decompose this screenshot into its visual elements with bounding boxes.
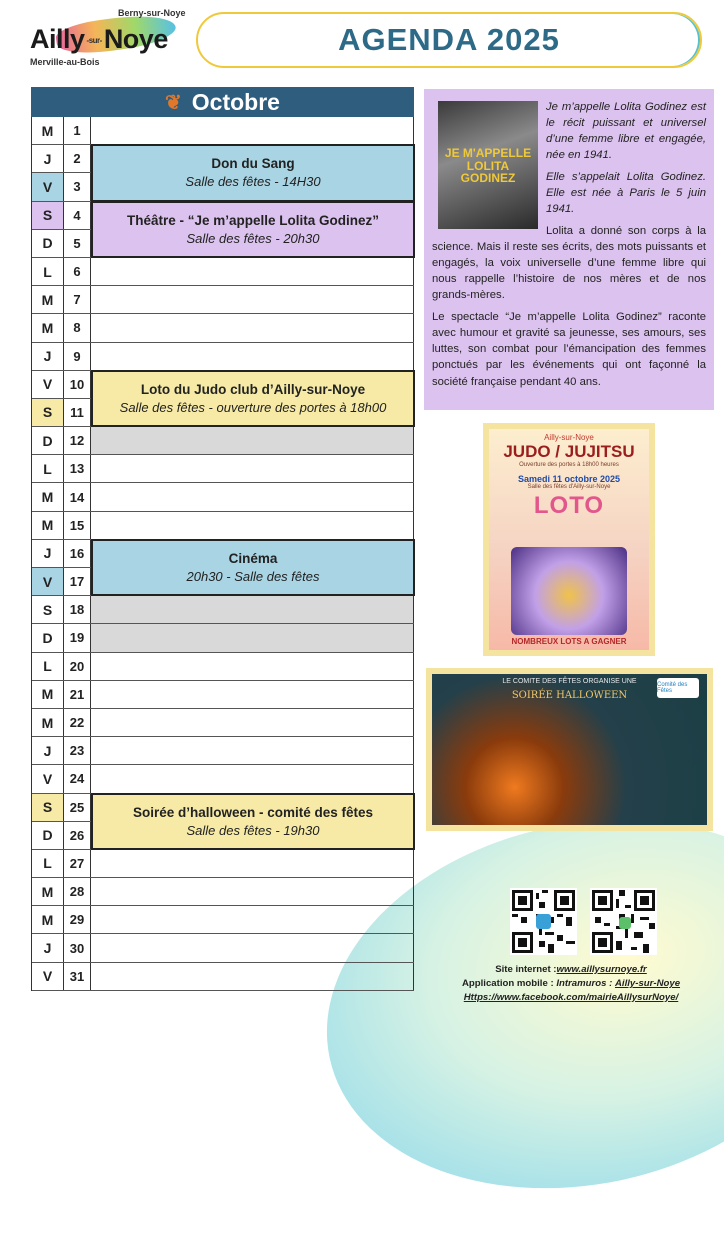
day-number: 17 [64,568,91,595]
weekday-letter: L [32,455,64,482]
calendar-row [32,737,414,765]
logo-ailly: Ailly [30,24,85,54]
event-cell [91,963,414,990]
judo-poster-inner [489,429,649,650]
theatre-description [424,89,714,410]
day-number: 4 [64,202,91,229]
calendar-row [32,286,414,314]
description-p1: Je m’appelle Lolita Godinez est le récit puissant et universel d’une femme libre et engagée, née en 1941. [546,101,706,162]
event-subtitle: Salle des fêtes - 20h30 [186,230,320,246]
calendar-rows [31,117,414,991]
logo-top-text: Berny-sur-Noye [118,8,186,18]
qr-code-website[interactable] [510,888,577,955]
day-number: 13 [64,455,91,482]
event-cell [91,314,414,341]
event-cell [91,258,414,285]
description-p4: Le spectacle “Je m’appelle Lolita Godinez” raconte avec humour et gravité sa jeunesse, ses amours, ses luttes, son combat pour l’émancipation des femmes ponctués par les événements qui ont façonné la société française pendant 40 ans. [432,311,706,388]
event-cell [91,624,414,651]
day-number: 5 [64,230,91,257]
halloween-poster-inner [432,674,707,825]
event-subtitle: Salle des fêtes - 19h30 [186,822,320,838]
weekday-letter: J [32,145,64,172]
event-cell [91,737,414,764]
judo-club-name: Ailly-sur-Noye [544,433,594,442]
halloween-poster [426,668,713,831]
calendar-row [32,483,414,511]
judo-date: Samedi 11 octobre 2025 [517,474,621,484]
event-cell [91,286,414,313]
weekday-letter: J [32,934,64,961]
day-number: 7 [64,286,91,313]
day-number: 25 [64,794,91,821]
event-cell [91,117,414,144]
calendar-row [32,934,414,962]
event-cell [91,709,414,736]
weekday-letter: S [32,399,64,426]
comite-logo: Comité des Fêtes [657,678,699,698]
day-number: 31 [64,963,91,990]
judo-place: Salle des fêtes d'Ailly-sur-Noye [527,484,611,490]
weekday-letter: D [32,624,64,651]
weekday-letter: M [32,483,64,510]
event-subtitle: 20h30 - Salle des fêtes [186,569,320,585]
calendar [31,87,414,991]
weekday-letter: M [32,681,64,708]
page-title: AGENDA 2025 [338,22,560,57]
month-name: Octobre [191,88,280,115]
day-number: 10 [64,371,91,398]
weekday-letter: J [32,343,64,370]
facebook-link[interactable]: Https://www.facebook.com/mairieAillysurNoye/ [463,991,679,1003]
calendar-row [32,455,414,483]
weekday-letter: S [32,794,64,821]
weekday-letter: M [32,117,64,144]
event-cell [91,850,414,877]
logo-bottom-text: Merville-au-Bois [30,57,100,67]
logo-noye: Noye [103,24,168,54]
theatre-poster-image [438,101,538,229]
calendar-row [32,343,414,371]
day-number: 21 [64,681,91,708]
day-number: 24 [64,765,91,792]
judo-doors: Ouverture des portes à 18h00 heures [519,462,619,468]
event-cell [91,483,414,510]
calendar-row [32,878,414,906]
event-cell [91,765,414,792]
footer-app-line [446,977,696,991]
day-number: 6 [64,258,91,285]
event-cell [91,653,414,680]
weekday-letter: M [32,314,64,341]
event-cell [91,906,414,933]
judo-loto-poster [483,423,655,656]
weekday-letter: D [32,822,64,849]
day-number: 18 [64,596,91,623]
event-title: Don du Sang [211,156,295,172]
day-number: 28 [64,878,91,905]
judo-loto-text: LOTO [533,492,605,519]
day-number: 2 [64,145,91,172]
weekday-letter: M [32,906,64,933]
footer-links [446,963,696,1005]
calendar-row [32,850,414,878]
app-label: Application mobile : [461,977,554,989]
day-number: 1 [64,117,91,144]
qr-code-icon [512,890,575,953]
calendar-row [32,314,414,342]
event-subtitle: Salle des fêtes - 14H30 [185,174,321,190]
day-number: 11 [64,399,91,426]
logo-main-text [30,24,168,55]
day-number: 9 [64,343,91,370]
weekday-letter: V [32,173,64,200]
day-number: 20 [64,653,91,680]
day-number: 29 [64,906,91,933]
calendar-row [32,765,414,793]
day-number: 19 [64,624,91,651]
day-number: 15 [64,512,91,539]
weekday-letter: L [32,850,64,877]
weekday-letter: V [32,371,64,398]
weekday-letter: M [32,512,64,539]
calendar-row [32,653,414,681]
judo-title: JUDO / JUJITSU [503,442,635,461]
qr-code-app[interactable] [590,888,657,955]
town-logo [22,6,192,72]
weekday-letter: M [32,286,64,313]
day-number: 8 [64,314,91,341]
footer-website-line [446,963,696,977]
calendar-row [32,117,414,145]
event-block [91,793,415,850]
calendar-row [32,906,414,934]
event-cell [91,512,414,539]
event-cell [91,343,414,370]
event-cell [91,934,414,961]
weekday-letter: L [32,653,64,680]
website-link[interactable]: www.aillysurnoye.fr [556,964,647,975]
halloween-line1: LE COMITE DES FÊTES ORGANISE UNE [502,678,637,685]
weekday-letter: D [32,230,64,257]
event-block [91,539,415,596]
weekday-letter: V [32,963,64,990]
app-name: Intramuros : [556,977,613,989]
day-number: 14 [64,483,91,510]
calendar-row [32,427,414,455]
event-cell [91,878,414,905]
event-block [91,370,415,427]
event-cell [91,455,414,482]
halloween-line2: SOIRÉE HALLOWEEN [511,690,628,701]
weekday-letter: S [32,202,64,229]
event-cell [91,681,414,708]
day-number: 12 [64,427,91,454]
calendar-row [32,258,414,286]
event-title: Cinéma [228,551,278,567]
weekday-letter: S [32,596,64,623]
judo-bottom-text: NOMBREUX LOTS A GAGNER [511,637,627,646]
weekday-letter: J [32,737,64,764]
weekday-letter: M [32,878,64,905]
calendar-row [32,512,414,540]
calendar-row [32,681,414,709]
footer-facebook-line [446,991,696,1005]
event-cell [91,427,414,454]
weekday-letter: V [32,765,64,792]
weekday-letter: V [32,568,64,595]
day-number: 27 [64,850,91,877]
weekday-letter: J [32,540,64,567]
event-title: Théâtre - “Je m’appelle Lolita Godinez” [126,212,380,228]
day-number: 3 [64,173,91,200]
day-number: 26 [64,822,91,849]
app-link[interactable]: Ailly-sur-Noye [614,977,681,989]
weekday-letter: M [32,709,64,736]
calendar-row [32,624,414,652]
day-number: 30 [64,934,91,961]
bingo-image [511,547,627,635]
event-block [91,201,415,258]
event-title: Soirée d’halloween - comité des fêtes [132,804,374,820]
month-header [31,87,414,117]
weekday-letter: L [32,258,64,285]
autumn-leaf-icon: ❦ [165,91,182,114]
qr-code-icon [592,890,655,953]
logo-sur: -sur- [86,36,102,46]
weekday-letter: D [32,427,64,454]
event-subtitle: Salle des fêtes - ouverture des portes à 18h00 [119,399,387,415]
theatre-poster-title: JE M'APPELLE LOLITA GODINEZ [444,146,532,186]
event-title: Loto du Judo club d’Ailly-sur-Noye [140,381,366,397]
event-cell [91,596,414,623]
event-block [91,144,415,201]
description-p3: Lolita a donné son corps à la science. Mais il reste ses écrits, des mots puissants et engagés, la voix universelle d’une femme libre qui nous rappelle l’histoire de nos mères et de nos grands-mères. [432,225,706,302]
day-number: 23 [64,737,91,764]
calendar-row [32,963,414,991]
calendar-row [32,709,414,737]
day-number: 22 [64,709,91,736]
calendar-row [32,596,414,624]
title-banner [196,12,702,68]
website-label: Site internet : [495,964,557,975]
day-number: 16 [64,540,91,567]
description-p2: Elle s’appelait Lolita Godinez. Elle est née à Paris le 5 juin 1941. [546,171,706,216]
